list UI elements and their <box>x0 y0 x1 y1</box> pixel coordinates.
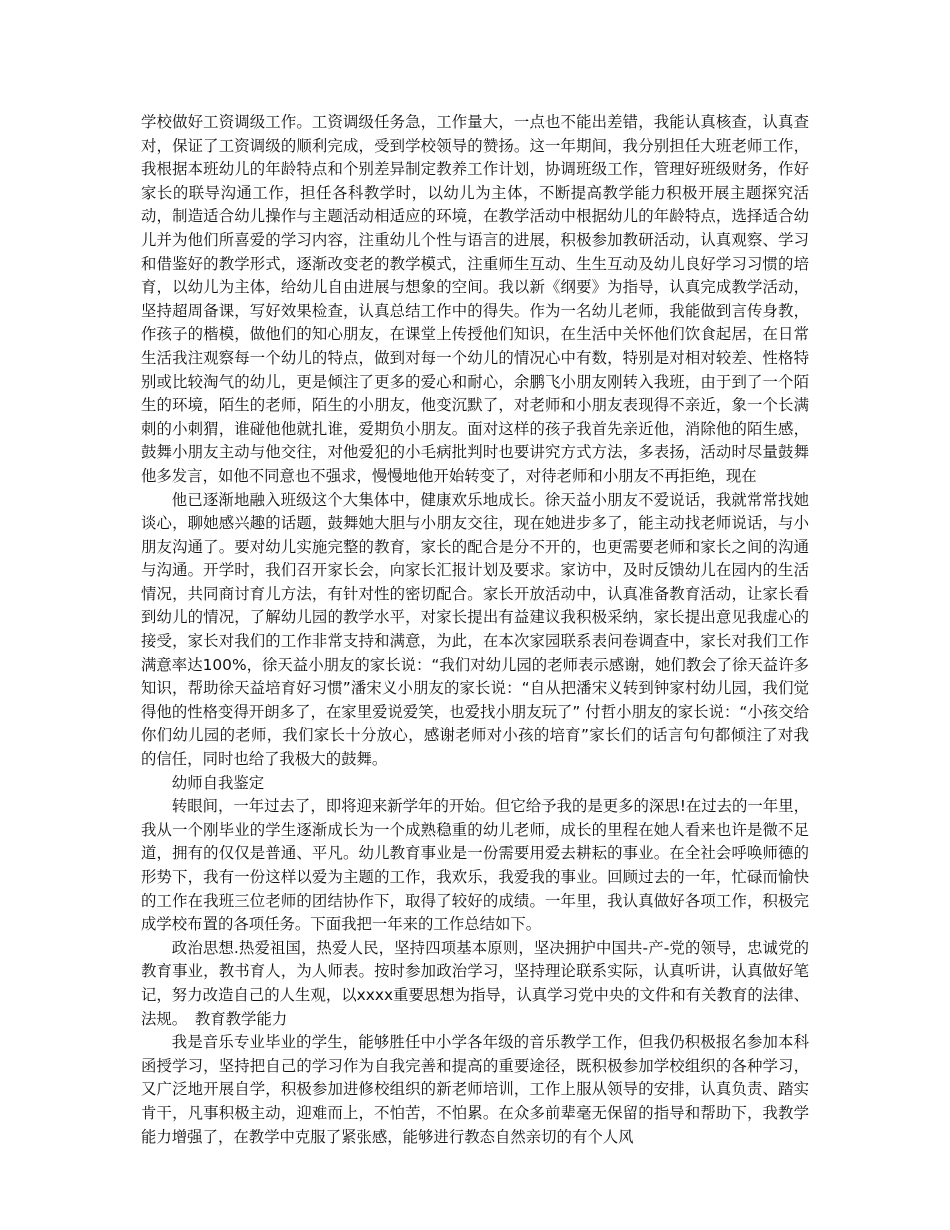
paragraph-political-thought: 政治思想.热爱祖国，热爱人民，坚持四项基本原则，坚决拥护中国共-产-党的领导，忠诚党的教育事业，教书育人，为人师表。按时参加政治学习，坚持理论联系实际，认真听讲，认真做好笔记，努力改造自己的人生观，以xxxx重要思想为指导，认真学习党中央的文件和有关教育的法律、法规。 教育教学能力 <box>141 938 809 1028</box>
document-body <box>141 111 809 1149</box>
paragraph-salary-and-teaching: 学校做好工资调级工作。工资调级任务急，工作量大，一点也不能出差错，我能认真核查，认真查对，保证了工资调级的顺利完成，受到学校领导的赞扬。这一年期间，我分别担任大班老师工作，我根据本班幼儿的年龄特点和个别差异制定教养工作计划，协调班级工作，管理好班级财务，作好家长的联导沟通工作，担任各科教学时，以幼儿为主体，不断提高教学能力积极开展主题探究活动，制造适合幼儿操作与主题活动相适应的环境，在教学活动中根据幼儿的年龄特点，选择适合幼儿并为他们所喜爱的学习内容，注重幼儿个性与语言的进展，积极参加教研活动，认真观察、学习和借鉴好的教学形式，逐渐改变老的教学模式，注重师生互动、生生互动及幼儿良好学习习惯的培育，以幼儿为主体，给幼儿自由进展与想象的空间。我以新《纲要》为指导，认真完成教学活动，坚持超周备课，写好效果检查，认真总结工作中的得失。作为一名幼儿老师，我能做到言传身教，作孩子的楷模，做他们的知心朋友，在课堂上传授他们知识，在生活中关怀他们饮食起居，在日常生活我注观察每一个幼儿的特点，做到对每一个幼儿的情况心中有数，特别是对相对较差、性格特别或比较淘气的幼儿，更是倾注了更多的爱心和耐心，余鹏飞小朋友刚转入我班，由于到了一个陌生的环境，陌生的老师，陌生的小朋友，他变沉默了，对老师和小朋友表现得不亲近，象一个长满刺的小刺猬，谁碰他他就扎谁，爱期负小朋友。面对这样的孩子我首先亲近他，消除他的陌生感，鼓舞小朋友主动与他交往，对他爱犯的小毛病批判时也要讲究方式方法，多表扬，活动时尽量鼓舞他多发言，如他不同意也不强求，慢慢地他开始转变了，对待老师和小朋友不再拒绝，现在 <box>141 113 809 485</box>
section-heading-self-appraisal: 幼师自我鉴定 <box>171 773 265 792</box>
paragraph-parent-communication: 他已逐渐地融入班级这个大集体中，健康欢乐地成长。徐天益小朋友不爱说话，我就常常找她谈心，聊她感兴趣的话题，鼓舞她大胆与小朋友交往，现在她进步多了，能主动找老师说话，与小朋友沟通了。要对幼儿实施完整的教育，家长的配合是分不开的，也更需要老师和家长之间的沟通与沟通。开学时，我们召开家长会，向家长汇报计划及要求。家访中，及时反馈幼儿在园内的生活情况，共同商讨育儿方法，有针对性的密切配合。家长开放活动中，认真准备教育活动，让家长看到幼儿的情况，了解幼儿园的教学水平，对家长提出有益建议我积极采纳，家长提出意见我虚心的接受，家长对我们的工作非常支持和满意，为此，在本次家园联系表问卷调查中，家长对我们工作满意率达100%，徐天益小朋友的家长说：“我们对幼儿园的老师表示感谢，她们教会了徐天益许多知识，帮助徐天益培育好习惯”潘宋义小朋友的家长说：“自从把潘宋义转到钟家村幼儿园，我们觉得他的性格变得开朗多了，在家里爱说爱笑，也爱找小朋友玩了” 付哲小朋友的家长说：“小孩交给你们幼儿园的老师，我们家长十分放心，感谢老师对小孩的培育”家长们的话言句句都倾注了对我的信任，同时也给了我极大的鼓舞。 <box>141 490 809 769</box>
paragraph-year-review: 转眼间，一年过去了，即将迎来新学年的开始。但它给予我的是更多的深思!在过去的一年里，我从一个刚毕业的学生逐渐成长为一个成熟稳重的幼儿老师，成长的里程在她人看来也许是微不足道，拥有的仅仅是普通、平凡。幼儿教育事业是一份需要用爱去耕耘的事业。在全社会呼唤师德的形势下，我有一份这样以爱为主题的工作，我欢乐，我爱我的事业。回顾过去的一年，忙碌而愉快的工作在我班三位老师的团结协作下，取得了较好的成绩。一年里，我认真做好各项工作，积极完成学校布置的各项任务。下面我把一年来的工作总结如下。 <box>141 797 809 934</box>
paragraph-teaching-ability: 我是音乐专业毕业的学生，能够胜任中小学各年级的音乐教学工作，但我仍积极报名参加本科函授学习，坚持把自己的学习作为自我完善和提高的重要途径，既积极参加学校组织的各种学习，又广泛地开展自学，积极参加进修校组织的新老师培训，工作上服从领导的安排，认真负责、踏实肯干，凡事积极主动，迎难而上，不怕苦，不怕累。在众多前辈毫无保留的指导和帮助下，我教学能力增强了，在教学中克服了紧张感，能够进行教态自然亲切的有个人风 <box>141 1033 809 1146</box>
